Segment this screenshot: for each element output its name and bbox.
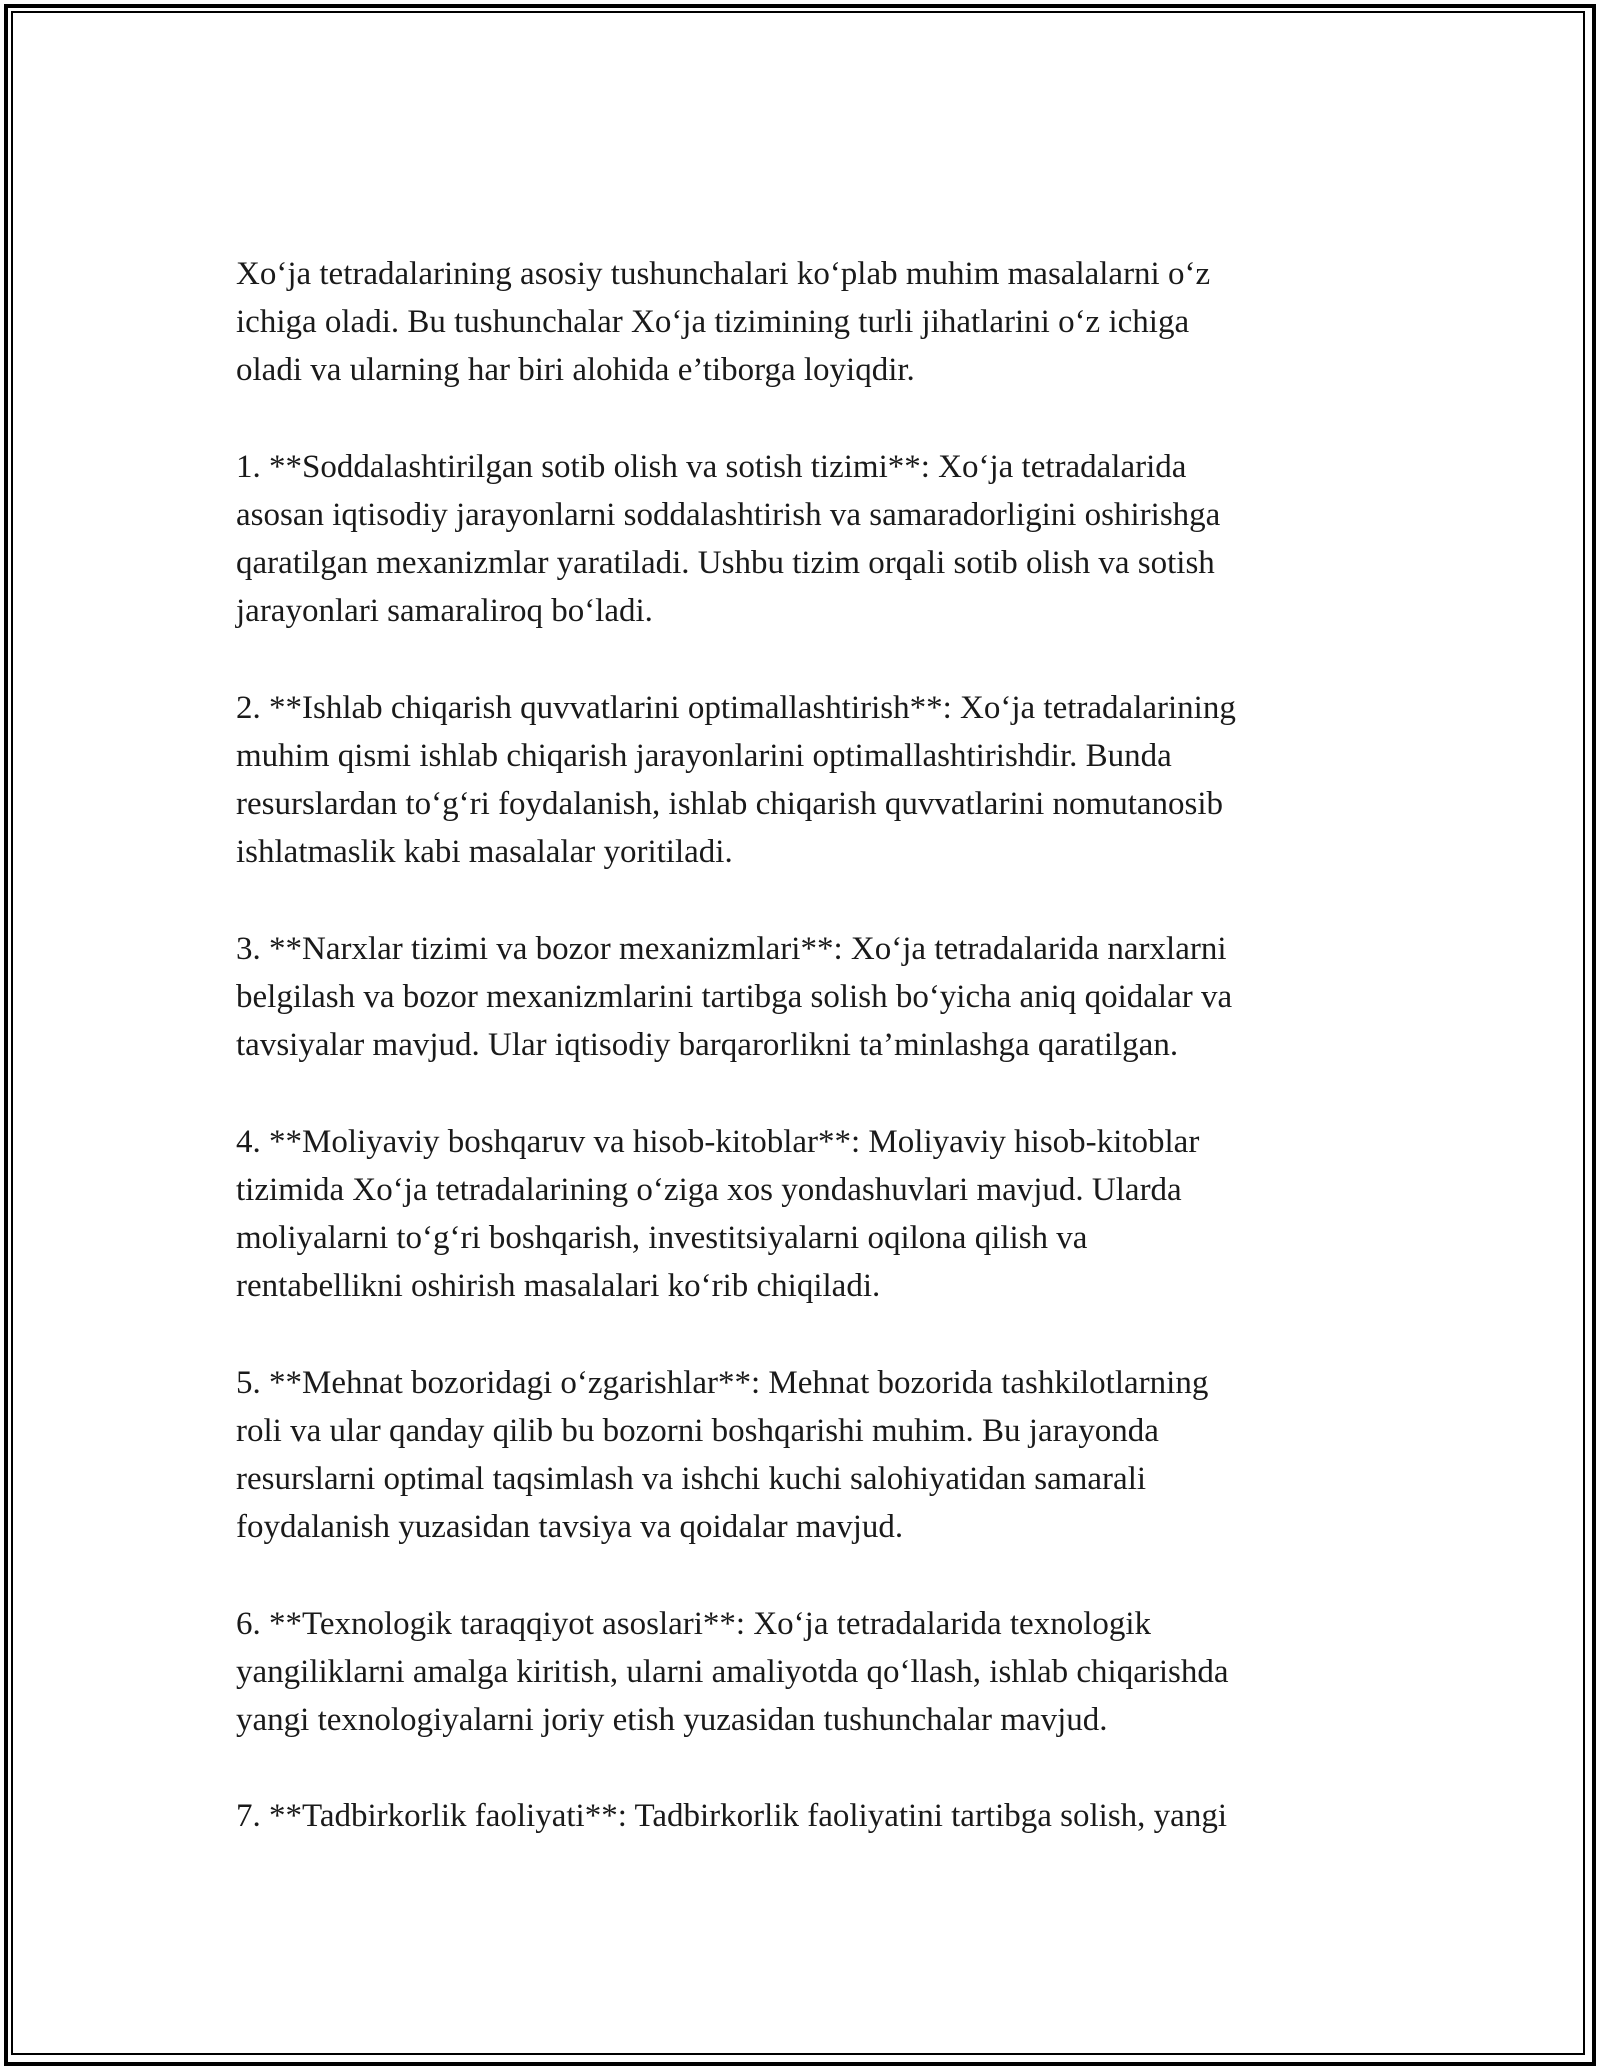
text-line: roli va ular qanday qilib bu bozorni boshqarishi muhim. Bu jarayonda (236, 1412, 1159, 1449)
text-line: oladi va ularning har biri alohida e’tiborga loyiqdir. (236, 352, 915, 389)
text-line: belgilash va bozor mexanizmlarini tartibga solish bo‘yicha aniq qoidalar va (236, 979, 1233, 1015)
paragraph-item-7 (236, 1792, 1376, 1840)
text-line: Xo‘ja tetradalarining asosiy tushunchalari ko‘plab muhim masalalarni o‘z (236, 256, 1211, 292)
text-line: tizimida Xo‘ja tetradalarining o‘ziga xos yondashuvlari mavjud. Ularda (236, 1171, 1182, 1208)
text-line: 5. **Mehnat bozoridagi o‘zgarishlar**: Mehnat bozorida tashkilotlarning (236, 1364, 1209, 1401)
text-line: rentabellikni oshirish masalalari ko‘rib chiqiladi. (236, 1268, 881, 1305)
text-line: foydalanish yuzasidan tavsiya va qoidalar mavjud. (236, 1509, 904, 1546)
text-line: muhim qismi ishlab chiqarish jarayonlarini optimallashtirishdir. Bunda (236, 738, 1172, 774)
paragraph-intro (236, 250, 1376, 395)
text-line: resurslardan to‘g‘ri foydalanish, ishlab chiqarish quvvatlarini nomutanosib (236, 786, 1224, 823)
text-line: tavsiyalar mavjud. Ular iqtisodiy barqarorlikni ta’minlashga qaratilgan. (236, 1027, 1179, 1064)
text-line: 7. **Tadbirkorlik faoliyati**: Tadbirkorlik faoliyatini tartibga solish, yangi (236, 1798, 1227, 1835)
text-line: yangiliklarni amalga kiritish, ularni amaliyotda qo‘llash, ishlab chiqarishda (236, 1653, 1229, 1690)
text-line: 4. **Moliyaviy boshqaruv va hisob-kitoblar**: Moliyaviy hisob-kitoblar (236, 1123, 1200, 1160)
document-body (236, 250, 1376, 1889)
text-line: yangi texnologiyalarni joriy etish yuzasidan tushunchalar mavjud. (236, 1702, 1108, 1738)
text-line: jarayonlari samaraliroq bo‘ladi. (236, 593, 653, 630)
paragraph-item-2 (236, 684, 1376, 877)
text-line: qaratilgan mexanizmlar yaratiladi. Ushbu tizim orqali sotib olish va sotish (236, 545, 1215, 582)
text-line: ichiga oladi. Bu tushunchalar Xo‘ja tizimining turli jihatlarini o‘z ichiga (236, 304, 1190, 341)
paragraph-item-3 (236, 925, 1376, 1070)
text-line: ishlatmaslik kabi masalalar yoritiladi. (236, 834, 733, 871)
text-line: asosan iqtisodiy jarayonlarni soddalashtirish va samaradorligini oshirishga (236, 497, 1221, 533)
paragraph-item-4 (236, 1118, 1376, 1311)
text-line: moliyalarni to‘g‘ri boshqarish, investitsiyalarni oqilona qilish va (236, 1220, 1088, 1256)
paragraph-item-1 (236, 443, 1376, 636)
text-line: 6. **Texnologik taraqqiyot asoslari**: Xo‘ja tetradalarida texnologik (236, 1605, 1152, 1642)
text-line: 2. **Ishlab chiqarish quvvatlarini optimallashtirish**: Xo‘ja tetradalarining (236, 689, 1236, 726)
text-line: 3. **Narxlar tizimi va bozor mexanizmlari**: Xo‘ja tetradalarida narxlarni (236, 930, 1227, 967)
paragraph-item-6 (236, 1600, 1376, 1745)
paragraph-item-5 (236, 1359, 1376, 1552)
text-line: 1. **Soddalashtirilgan sotib olish va sotish tizimi**: Xo‘ja tetradalarida (236, 448, 1187, 485)
text-line: resurslarni optimal taqsimlash va ishchi kuchi salohiyatidan samarali (236, 1461, 1147, 1497)
